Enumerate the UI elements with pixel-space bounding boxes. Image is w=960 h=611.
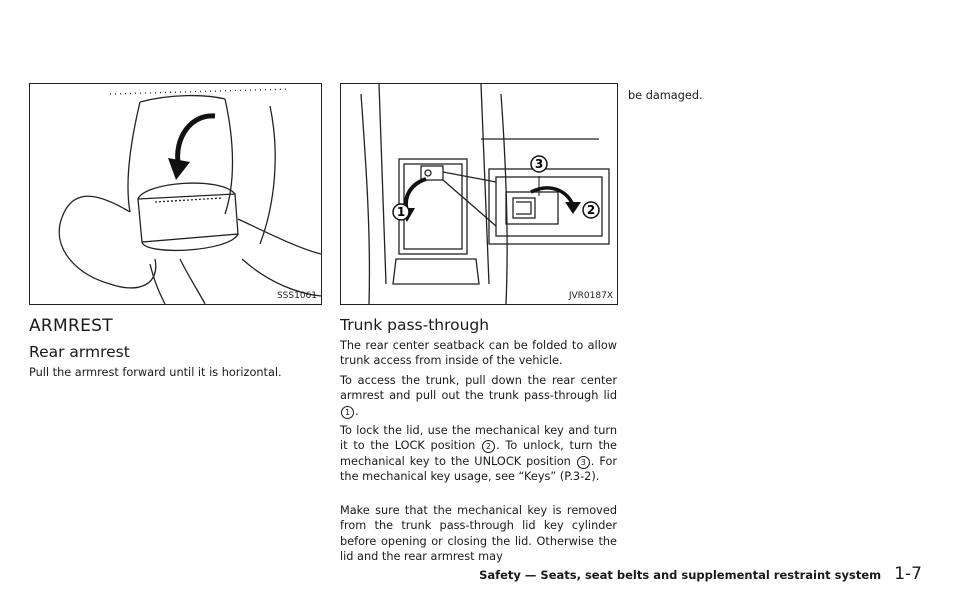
callout-marker: 3 xyxy=(577,456,590,469)
callout-1-label: 1 xyxy=(396,205,406,219)
page-footer xyxy=(479,564,922,584)
footer-section-title: Safety — Seats, seat belts and supplemental restraint system xyxy=(479,568,882,582)
page-number: 1-7 xyxy=(894,564,922,584)
paragraph-text: To lock the lid, use the mechanical key and turn it to the LOCK position xyxy=(340,424,617,453)
continuation-text: be damaged. xyxy=(628,89,703,102)
trunk-paragraph-2: To access the trunk, pull down the rear center armrest and pull out the trunk pass-through lid 1 . xyxy=(340,374,617,418)
armrest-paragraph: Pull the armrest forward until it is horizontal. xyxy=(29,366,282,379)
trunk-paragraph-1: The rear center seatback can be folded to allow trunk access from inside of the vehicle. xyxy=(340,339,617,368)
trunk-passthrough-figure xyxy=(340,83,618,305)
paragraph-text: . To unlock, turn the mechanical key to the UNLOCK position xyxy=(340,439,618,468)
section-heading: ARMREST xyxy=(29,316,113,336)
callout-3-label: 3 xyxy=(534,157,544,171)
subsection-heading: Rear armrest xyxy=(29,343,130,361)
armrest-illustration xyxy=(30,84,321,304)
paragraph-text: . For the mechanical key usage, see “Keys” (P.3-2). xyxy=(340,454,617,484)
subsection-heading-trunk: Trunk pass-through xyxy=(340,316,490,334)
trunk-paragraph-3 xyxy=(340,423,617,485)
callout-2-label: 2 xyxy=(586,203,596,217)
figure-code: JVR0187X xyxy=(568,291,613,301)
figure-code: SSS1061 xyxy=(276,291,317,301)
trunk-passthrough-illustration xyxy=(341,84,617,304)
paragraph-text: To access the trunk, pull down the rear center armrest and pull out the trunk pass-through lid xyxy=(340,374,617,403)
armrest-figure xyxy=(29,83,322,305)
callout-marker: 2 xyxy=(482,440,495,453)
trunk-paragraph-4: Make sure that the mechanical key is removed from the trunk pass-through lid key cylinder before opening or closing the lid. Otherwise the lid and the rear armrest may xyxy=(340,504,617,564)
callout-marker: 1 xyxy=(341,406,354,419)
